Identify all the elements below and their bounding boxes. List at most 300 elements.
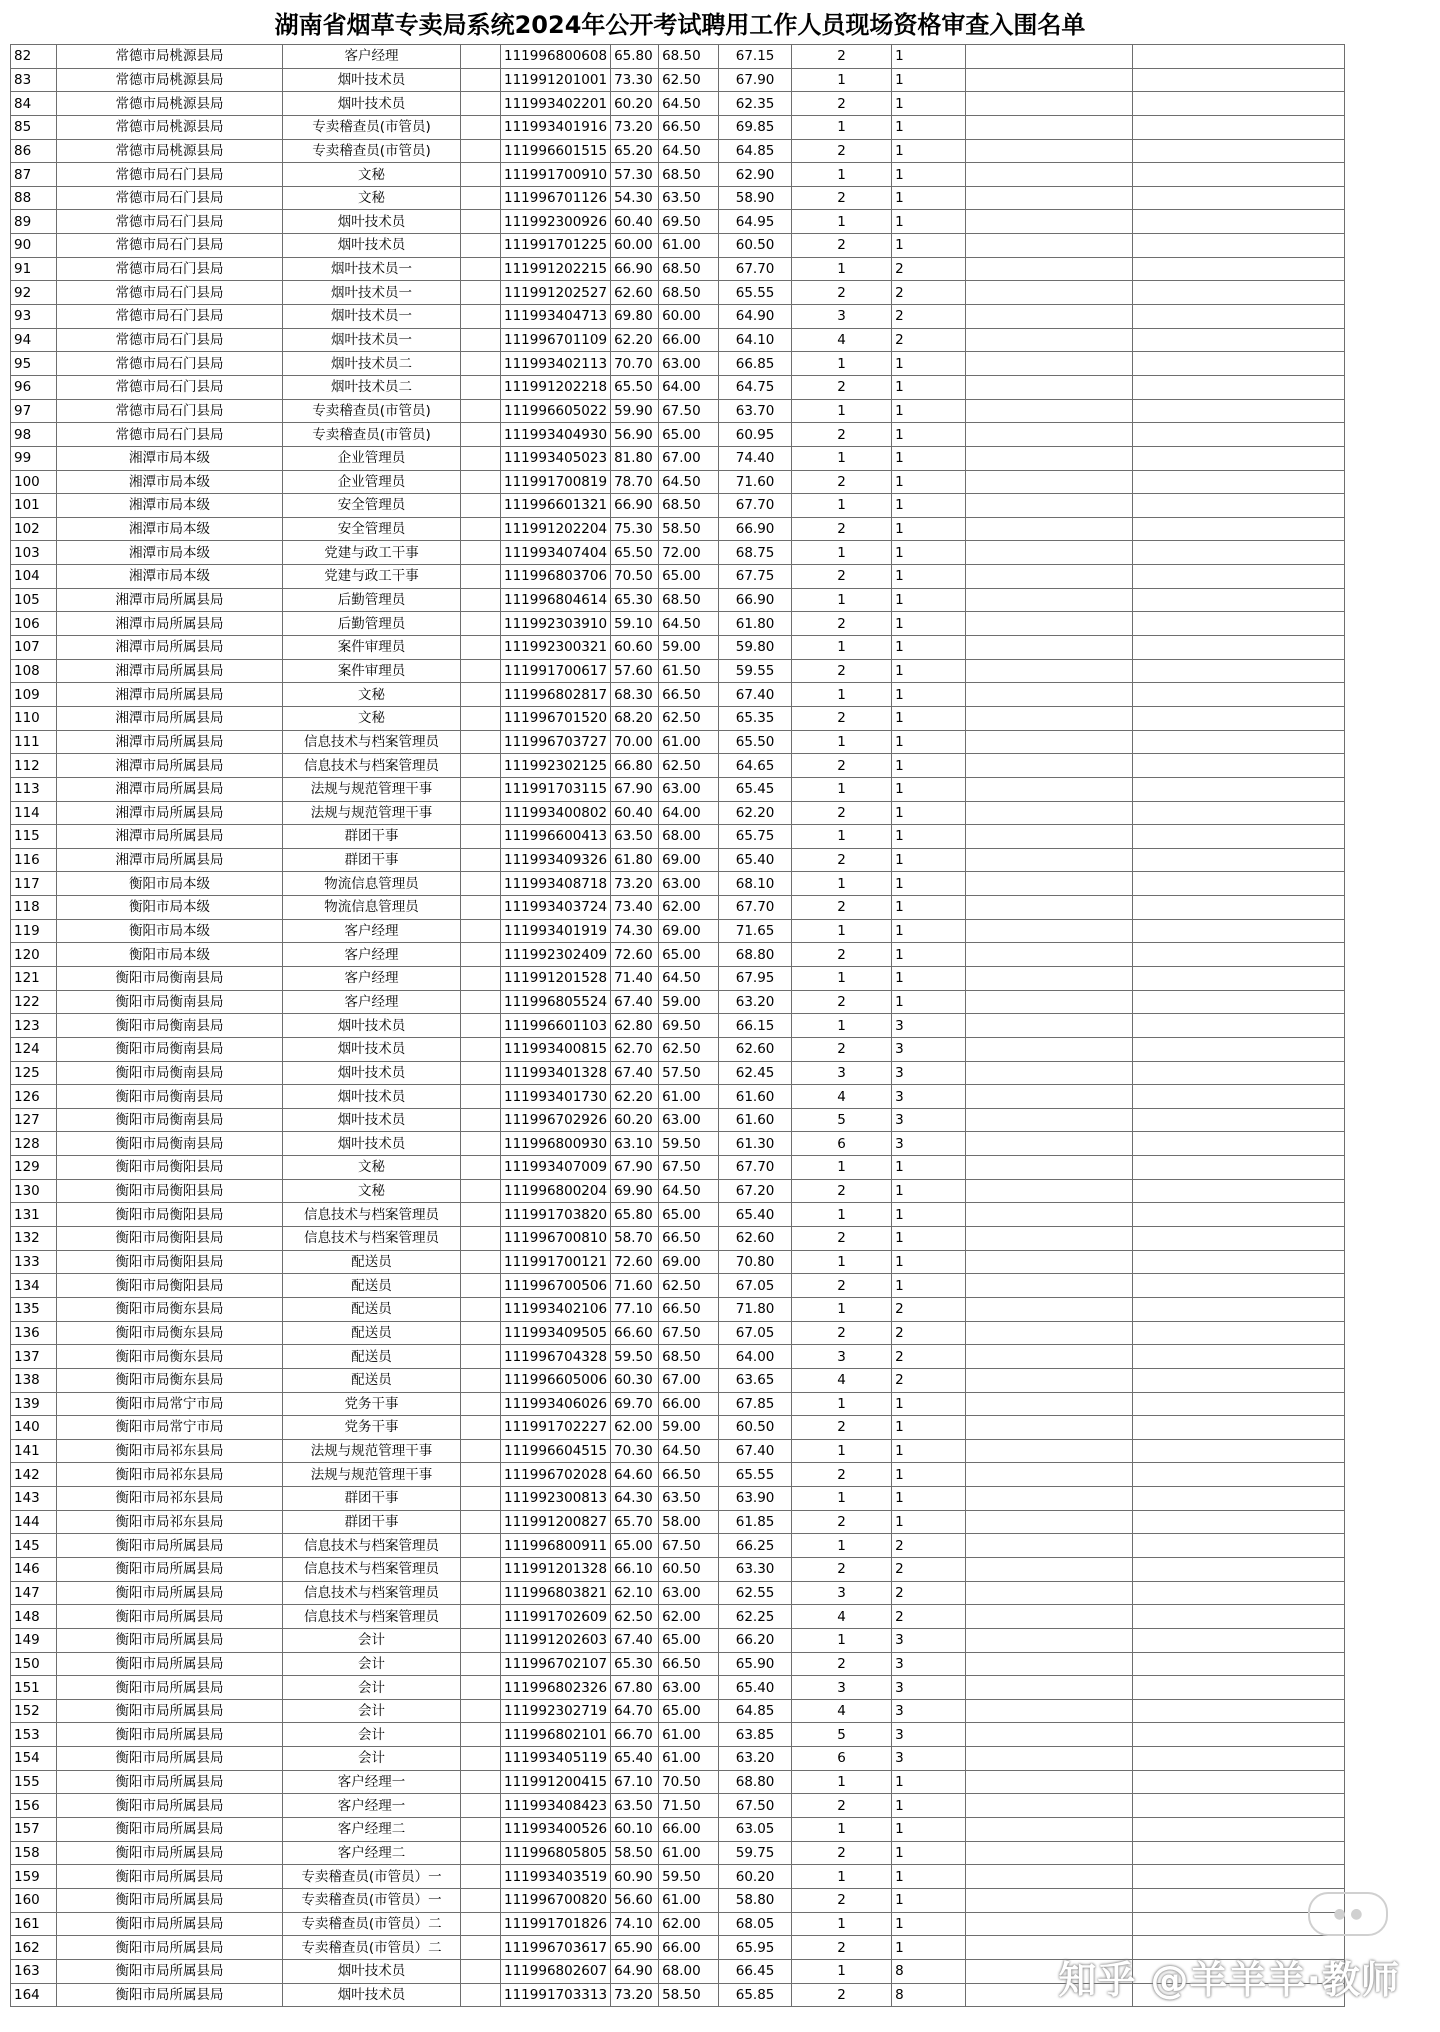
position-name-cell: 客户经理二 — [283, 1818, 461, 1842]
written-score-cell: 81.80 — [611, 446, 659, 470]
quota-cell: 2 — [892, 1605, 966, 1629]
blank-cell-cell — [461, 1108, 501, 1132]
blank-cell-cell — [461, 943, 501, 967]
unit-name-cell: 常德市局桃源县局 — [57, 115, 283, 139]
total-score-cell: 60.50 — [719, 1416, 792, 1440]
blank-cell-cell — [1133, 494, 1345, 518]
interview-score-cell: 69.00 — [659, 848, 719, 872]
blank-cell-cell — [461, 1463, 501, 1487]
written-score-cell: 65.30 — [611, 1652, 659, 1676]
row-number-cell: 118 — [11, 896, 57, 920]
quota-cell: 1 — [892, 45, 966, 69]
rank-cell: 2 — [792, 801, 892, 825]
quota-cell: 2 — [892, 305, 966, 329]
row-number-cell: 95 — [11, 352, 57, 376]
blank-cell-cell — [461, 1487, 501, 1511]
row-number-cell: 127 — [11, 1108, 57, 1132]
written-score-cell: 69.90 — [611, 1179, 659, 1203]
quota-cell: 3 — [892, 1085, 966, 1109]
rank-cell: 1 — [792, 1487, 892, 1511]
position-name-cell: 企业管理员 — [283, 446, 461, 470]
blank-cell-cell — [966, 565, 1133, 589]
total-score-cell: 61.85 — [719, 1510, 792, 1534]
blank-cell-cell — [461, 565, 501, 589]
rank-cell: 2 — [792, 139, 892, 163]
total-score-cell: 64.85 — [719, 1699, 792, 1723]
written-score-cell: 54.30 — [611, 186, 659, 210]
total-score-cell: 66.15 — [719, 1014, 792, 1038]
quota-cell: 1 — [892, 1912, 966, 1936]
blank-cell-cell — [1133, 281, 1345, 305]
blank-cell-cell — [1133, 896, 1345, 920]
quota-cell: 3 — [892, 1628, 966, 1652]
blank-cell-cell — [1133, 517, 1345, 541]
rank-cell: 1 — [792, 399, 892, 423]
table-row — [11, 139, 1345, 163]
written-score-cell: 65.70 — [611, 1510, 659, 1534]
position-name-cell: 安全管理员 — [283, 517, 461, 541]
position-name-cell: 烟叶技术员二 — [283, 375, 461, 399]
rank-cell: 3 — [792, 1581, 892, 1605]
blank-cell-cell — [1133, 305, 1345, 329]
written-score-cell: 78.70 — [611, 470, 659, 494]
written-score-cell: 59.50 — [611, 1345, 659, 1369]
table-row — [11, 541, 1345, 565]
blank-cell-cell — [461, 1628, 501, 1652]
position-name-cell: 客户经理 — [283, 943, 461, 967]
blank-cell-cell — [1133, 1085, 1345, 1109]
position-name-cell: 信息技术与档案管理员 — [283, 730, 461, 754]
quota-cell: 1 — [892, 1227, 966, 1251]
blank-cell-cell — [966, 966, 1133, 990]
unit-name-cell: 湘潭市局本级 — [57, 541, 283, 565]
exam-id-cell: 111996802607 — [501, 1959, 611, 1983]
blank-cell-cell — [966, 683, 1133, 707]
blank-cell-cell — [1133, 1605, 1345, 1629]
rank-cell: 1 — [792, 257, 892, 281]
row-number-cell: 115 — [11, 825, 57, 849]
table-row — [11, 1652, 1345, 1676]
unit-name-cell: 衡阳市局本级 — [57, 896, 283, 920]
total-score-cell: 74.40 — [719, 446, 792, 470]
rank-cell: 2 — [792, 848, 892, 872]
blank-cell-cell — [966, 1723, 1133, 1747]
interview-score-cell: 64.00 — [659, 801, 719, 825]
row-number-cell: 129 — [11, 1156, 57, 1180]
exam-id-cell: 111996702107 — [501, 1652, 611, 1676]
interview-score-cell: 67.50 — [659, 1156, 719, 1180]
interview-score-cell: 63.00 — [659, 1581, 719, 1605]
blank-cell-cell — [966, 281, 1133, 305]
blank-cell-cell — [461, 281, 501, 305]
interview-score-cell: 65.00 — [659, 943, 719, 967]
total-score-cell: 63.70 — [719, 399, 792, 423]
quota-cell: 1 — [892, 470, 966, 494]
blank-cell-cell — [1133, 257, 1345, 281]
unit-name-cell: 湘潭市局本级 — [57, 565, 283, 589]
exam-id-cell: 111996804614 — [501, 588, 611, 612]
written-score-cell: 73.20 — [611, 1983, 659, 2007]
table-row — [11, 1085, 1345, 1109]
total-score-cell: 68.80 — [719, 943, 792, 967]
blank-cell-cell — [966, 1439, 1133, 1463]
unit-name-cell: 常德市局石门县局 — [57, 423, 283, 447]
position-name-cell: 党建与政工干事 — [283, 565, 461, 589]
blank-cell-cell — [966, 1085, 1133, 1109]
blank-cell-cell — [1133, 683, 1345, 707]
table-row — [11, 446, 1345, 470]
blank-cell-cell — [461, 1227, 501, 1251]
blank-cell-cell — [461, 1510, 501, 1534]
position-name-cell: 物流信息管理员 — [283, 896, 461, 920]
blank-cell-cell — [966, 446, 1133, 470]
blank-cell-cell — [966, 494, 1133, 518]
table-row — [11, 423, 1345, 447]
rank-cell: 2 — [792, 1274, 892, 1298]
rank-cell: 2 — [792, 612, 892, 636]
total-score-cell: 62.90 — [719, 163, 792, 187]
exam-id-cell: 111992303910 — [501, 612, 611, 636]
unit-name-cell: 衡阳市局衡南县局 — [57, 1132, 283, 1156]
quota-cell: 1 — [892, 872, 966, 896]
position-name-cell: 案件审理员 — [283, 636, 461, 660]
position-name-cell: 党务干事 — [283, 1392, 461, 1416]
rank-cell: 1 — [792, 1250, 892, 1274]
quota-cell: 2 — [892, 1297, 966, 1321]
row-number-cell: 134 — [11, 1274, 57, 1298]
exam-id-cell: 111993403519 — [501, 1865, 611, 1889]
exam-id-cell: 111996700506 — [501, 1274, 611, 1298]
blank-cell-cell — [461, 139, 501, 163]
unit-name-cell: 衡阳市局所属县局 — [57, 1628, 283, 1652]
total-score-cell: 58.90 — [719, 186, 792, 210]
blank-cell-cell — [461, 1605, 501, 1629]
rank-cell: 1 — [792, 1818, 892, 1842]
total-score-cell: 67.70 — [719, 1156, 792, 1180]
written-score-cell: 67.40 — [611, 1628, 659, 1652]
total-score-cell: 67.05 — [719, 1321, 792, 1345]
total-score-cell: 64.75 — [719, 375, 792, 399]
blank-cell-cell — [966, 470, 1133, 494]
position-name-cell: 烟叶技术员 — [283, 1037, 461, 1061]
rank-cell: 4 — [792, 1605, 892, 1629]
total-score-cell: 65.40 — [719, 848, 792, 872]
position-name-cell: 文秘 — [283, 186, 461, 210]
position-name-cell: 信息技术与档案管理员 — [283, 754, 461, 778]
rank-cell: 1 — [792, 1912, 892, 1936]
row-number-cell: 84 — [11, 92, 57, 116]
row-number-cell: 138 — [11, 1368, 57, 1392]
blank-cell-cell — [966, 1416, 1133, 1440]
blank-cell-cell — [461, 825, 501, 849]
position-name-cell: 专卖稽查员(市管员）二 — [283, 1936, 461, 1960]
total-score-cell: 63.90 — [719, 1487, 792, 1511]
rank-cell: 2 — [792, 1510, 892, 1534]
blank-cell-cell — [966, 1652, 1133, 1676]
exam-id-cell: 111991201528 — [501, 966, 611, 990]
interview-score-cell: 66.00 — [659, 328, 719, 352]
unit-name-cell: 湘潭市局所属县局 — [57, 801, 283, 825]
written-score-cell: 62.10 — [611, 1581, 659, 1605]
table-row — [11, 1487, 1345, 1511]
blank-cell-cell — [966, 825, 1133, 849]
row-number-cell: 111 — [11, 730, 57, 754]
table-row — [11, 1699, 1345, 1723]
total-score-cell: 71.65 — [719, 919, 792, 943]
blank-cell-cell — [966, 328, 1133, 352]
quota-cell: 3 — [892, 1652, 966, 1676]
position-name-cell: 会计 — [283, 1747, 461, 1771]
blank-cell-cell — [461, 1888, 501, 1912]
exam-id-cell: 111991201328 — [501, 1558, 611, 1582]
blank-cell-cell — [461, 1439, 501, 1463]
table-row — [11, 801, 1345, 825]
rank-cell: 2 — [792, 706, 892, 730]
position-name-cell: 烟叶技术员 — [283, 1132, 461, 1156]
row-number-cell: 136 — [11, 1321, 57, 1345]
interview-score-cell: 62.00 — [659, 1605, 719, 1629]
rank-cell: 2 — [792, 565, 892, 589]
position-name-cell: 党务干事 — [283, 1416, 461, 1440]
position-name-cell: 配送员 — [283, 1345, 461, 1369]
unit-name-cell: 湘潭市局所属县局 — [57, 848, 283, 872]
rank-cell: 6 — [792, 1747, 892, 1771]
blank-cell-cell — [966, 257, 1133, 281]
blank-cell-cell — [1133, 541, 1345, 565]
position-name-cell: 信息技术与档案管理员 — [283, 1227, 461, 1251]
table-row — [11, 163, 1345, 187]
written-score-cell: 67.10 — [611, 1770, 659, 1794]
blank-cell-cell — [1133, 801, 1345, 825]
rank-cell: 2 — [792, 1037, 892, 1061]
blank-cell-cell — [461, 1321, 501, 1345]
total-score-cell: 66.90 — [719, 588, 792, 612]
blank-cell-cell — [1133, 186, 1345, 210]
exam-id-cell: 111991701225 — [501, 234, 611, 258]
unit-name-cell: 衡阳市局所属县局 — [57, 1770, 283, 1794]
exam-id-cell: 111996701520 — [501, 706, 611, 730]
exam-id-cell: 111996802326 — [501, 1676, 611, 1700]
unit-name-cell: 衡阳市局所属县局 — [57, 1652, 283, 1676]
unit-name-cell: 湘潭市局本级 — [57, 517, 283, 541]
blank-cell-cell — [1133, 423, 1345, 447]
total-score-cell: 66.85 — [719, 352, 792, 376]
quota-cell: 1 — [892, 1841, 966, 1865]
rank-cell: 1 — [792, 1770, 892, 1794]
rank-cell: 4 — [792, 1699, 892, 1723]
position-name-cell: 烟叶技术员二 — [283, 352, 461, 376]
rank-cell: 2 — [792, 92, 892, 116]
blank-cell-cell — [461, 1959, 501, 1983]
exam-id-cell: 111996700820 — [501, 1888, 611, 1912]
row-number-cell: 137 — [11, 1345, 57, 1369]
exam-id-cell: 111991703820 — [501, 1203, 611, 1227]
position-name-cell: 案件审理员 — [283, 659, 461, 683]
total-score-cell: 60.95 — [719, 423, 792, 447]
position-name-cell: 专卖稽查员(市管员) — [283, 115, 461, 139]
blank-cell-cell — [1133, 1203, 1345, 1227]
table-row — [11, 636, 1345, 660]
exam-id-cell: 111993402201 — [501, 92, 611, 116]
exam-id-cell: 111993401919 — [501, 919, 611, 943]
unit-name-cell: 衡阳市局衡阳县局 — [57, 1250, 283, 1274]
blank-cell-cell — [461, 257, 501, 281]
exam-id-cell: 111991702609 — [501, 1605, 611, 1629]
unit-name-cell: 常德市局石门县局 — [57, 186, 283, 210]
exam-id-cell: 111996800911 — [501, 1534, 611, 1558]
table-row — [11, 470, 1345, 494]
table-row — [11, 872, 1345, 896]
interview-score-cell: 68.50 — [659, 257, 719, 281]
row-number-cell: 89 — [11, 210, 57, 234]
table-row — [11, 990, 1345, 1014]
blank-cell-cell — [1133, 1274, 1345, 1298]
row-number-cell: 125 — [11, 1061, 57, 1085]
written-score-cell: 67.80 — [611, 1676, 659, 1700]
blank-cell-cell — [1133, 1818, 1345, 1842]
total-score-cell: 65.85 — [719, 1983, 792, 2007]
rank-cell: 2 — [792, 1652, 892, 1676]
rank-cell: 2 — [792, 1936, 892, 1960]
blank-cell-cell — [461, 919, 501, 943]
table-row — [11, 45, 1345, 69]
blank-cell-cell — [1133, 139, 1345, 163]
blank-cell-cell — [1133, 636, 1345, 660]
interview-score-cell: 66.00 — [659, 1936, 719, 1960]
total-score-cell: 63.05 — [719, 1818, 792, 1842]
quota-cell: 1 — [892, 1818, 966, 1842]
rank-cell: 1 — [792, 210, 892, 234]
written-score-cell: 69.70 — [611, 1392, 659, 1416]
table-row — [11, 1416, 1345, 1440]
table-row — [11, 1274, 1345, 1298]
written-score-cell: 73.20 — [611, 872, 659, 896]
interview-score-cell: 62.50 — [659, 68, 719, 92]
written-score-cell: 61.80 — [611, 848, 659, 872]
written-score-cell: 74.10 — [611, 1912, 659, 1936]
interview-score-cell: 71.50 — [659, 1794, 719, 1818]
blank-cell-cell — [461, 45, 501, 69]
written-score-cell: 71.40 — [611, 966, 659, 990]
blank-cell-cell — [966, 1912, 1133, 1936]
blank-cell-cell — [461, 1037, 501, 1061]
rank-cell: 2 — [792, 281, 892, 305]
blank-cell-cell — [966, 777, 1133, 801]
unit-name-cell: 衡阳市局祁东县局 — [57, 1439, 283, 1463]
unit-name-cell: 衡阳市局衡东县局 — [57, 1345, 283, 1369]
interview-score-cell: 62.50 — [659, 1037, 719, 1061]
table-row — [11, 1345, 1345, 1369]
position-name-cell: 信息技术与档案管理员 — [283, 1558, 461, 1582]
position-name-cell: 会计 — [283, 1723, 461, 1747]
interview-score-cell: 69.00 — [659, 1250, 719, 1274]
rank-cell: 2 — [792, 1463, 892, 1487]
table-row — [11, 1321, 1345, 1345]
blank-cell-cell — [1133, 825, 1345, 849]
blank-cell-cell — [1133, 872, 1345, 896]
rank-cell: 4 — [792, 1368, 892, 1392]
unit-name-cell: 衡阳市局所属县局 — [57, 1747, 283, 1771]
table-row — [11, 659, 1345, 683]
table-row — [11, 612, 1345, 636]
blank-cell-cell — [966, 210, 1133, 234]
total-score-cell: 65.95 — [719, 1936, 792, 1960]
quota-cell: 1 — [892, 1274, 966, 1298]
total-score-cell: 61.60 — [719, 1108, 792, 1132]
interview-score-cell: 67.50 — [659, 1321, 719, 1345]
quota-cell: 1 — [892, 1794, 966, 1818]
table-row — [11, 1581, 1345, 1605]
rank-cell: 3 — [792, 1345, 892, 1369]
blank-cell-cell — [461, 186, 501, 210]
row-number-cell: 144 — [11, 1510, 57, 1534]
interview-score-cell: 63.50 — [659, 186, 719, 210]
rank-cell: 1 — [792, 777, 892, 801]
written-score-cell: 62.20 — [611, 1085, 659, 1109]
interview-score-cell: 61.50 — [659, 659, 719, 683]
position-name-cell: 烟叶技术员一 — [283, 257, 461, 281]
interview-score-cell: 59.00 — [659, 990, 719, 1014]
table-row — [11, 706, 1345, 730]
interview-score-cell: 72.00 — [659, 541, 719, 565]
table-row — [11, 1534, 1345, 1558]
written-score-cell: 62.50 — [611, 1605, 659, 1629]
rank-cell: 1 — [792, 446, 892, 470]
blank-cell-cell — [1133, 210, 1345, 234]
written-score-cell: 66.10 — [611, 1558, 659, 1582]
quota-cell: 3 — [892, 1699, 966, 1723]
row-number-cell: 103 — [11, 541, 57, 565]
row-number-cell: 91 — [11, 257, 57, 281]
row-number-cell: 161 — [11, 1912, 57, 1936]
unit-name-cell: 衡阳市局衡阳县局 — [57, 1227, 283, 1251]
row-number-cell: 97 — [11, 399, 57, 423]
blank-cell-cell — [461, 1936, 501, 1960]
blank-cell-cell — [966, 399, 1133, 423]
unit-name-cell: 湘潭市局所属县局 — [57, 683, 283, 707]
blank-cell-cell — [1133, 1061, 1345, 1085]
quota-cell: 1 — [892, 848, 966, 872]
position-name-cell: 烟叶技术员一 — [283, 328, 461, 352]
table-row — [11, 186, 1345, 210]
exam-id-cell: 111996703727 — [501, 730, 611, 754]
table-row — [11, 1037, 1345, 1061]
quota-cell: 1 — [892, 68, 966, 92]
interview-score-cell: 64.50 — [659, 612, 719, 636]
written-score-cell: 58.70 — [611, 1227, 659, 1251]
interview-score-cell: 63.00 — [659, 1676, 719, 1700]
blank-cell-cell — [1133, 375, 1345, 399]
blank-cell-cell — [966, 541, 1133, 565]
total-score-cell: 64.65 — [719, 754, 792, 778]
position-name-cell: 法规与规范管理干事 — [283, 1463, 461, 1487]
quota-cell: 1 — [892, 541, 966, 565]
position-name-cell: 烟叶技术员 — [283, 1085, 461, 1109]
quota-cell: 1 — [892, 896, 966, 920]
rank-cell: 1 — [792, 1203, 892, 1227]
interview-score-cell: 69.50 — [659, 1014, 719, 1038]
exam-id-cell: 111996701126 — [501, 186, 611, 210]
quota-cell: 1 — [892, 139, 966, 163]
position-name-cell: 客户经理一 — [283, 1794, 461, 1818]
exam-id-cell: 111991200415 — [501, 1770, 611, 1794]
rank-cell: 1 — [792, 1959, 892, 1983]
blank-cell-cell — [461, 848, 501, 872]
row-number-cell: 105 — [11, 588, 57, 612]
table-row — [11, 1605, 1345, 1629]
position-name-cell: 文秘 — [283, 1156, 461, 1180]
blank-cell-cell — [1133, 1345, 1345, 1369]
